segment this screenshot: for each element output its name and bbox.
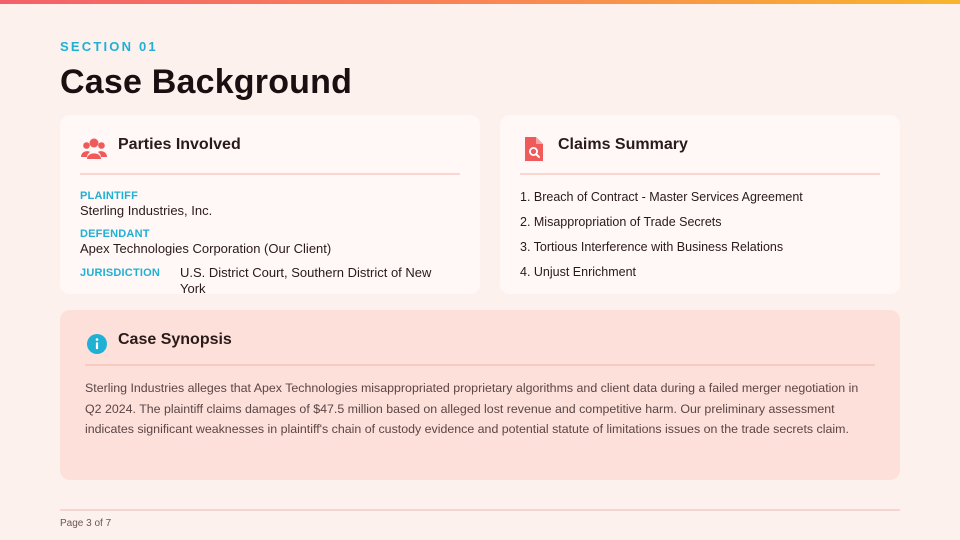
claim-item: 4. Unjust Enrichment: [520, 265, 637, 279]
claims-title: Claims Summary: [558, 136, 688, 153]
claim-item: 1. Breach of Contract - Master Services Agreement: [520, 190, 803, 204]
jurisdiction-row: [80, 265, 460, 297]
jurisdiction-label: JURISDICTION: [80, 267, 161, 279]
file-search-icon: [520, 135, 548, 163]
section-label: SECTION 01: [60, 39, 158, 54]
top-gradient-bar: [0, 0, 960, 4]
parties-list: [80, 189, 460, 297]
plaintiff-label: PLAINTIFF: [80, 190, 139, 202]
synopsis-text: Sterling Industries alleges that Apex Technologies misappropriated proprietary algorithms and client data during a failed merger negotiation in Q2 2024. The plaintiff claims damages of $47.5 million based on alleged lost revenue and competitive harm. Our preliminary assessment indicates significant weaknesses in plaintiff's chain of custody evidence and potential statute of limitations issues on the trade secrets claim.: [85, 381, 859, 436]
synopsis-card-header: [85, 326, 875, 366]
claims-list: [520, 189, 880, 289]
claim-item: 3. Tortious Interference with Business Relations: [520, 240, 784, 254]
page-number: Page 3 of 7: [60, 518, 112, 529]
parties-card-header: [80, 133, 460, 175]
synopsis-title: Case Synopsis: [118, 331, 232, 348]
info-icon: [85, 332, 113, 360]
parties-card: [60, 115, 480, 294]
defendant-value: Apex Technologies Corporation (Our Client): [80, 241, 332, 256]
parties-title: Parties Involved: [118, 136, 241, 153]
jurisdiction-value: U.S. District Court, Southern District of New York: [180, 265, 432, 296]
claims-card-header: [520, 133, 880, 175]
synopsis-card: [60, 310, 900, 480]
defendant-label: DEFENDANT: [80, 228, 150, 240]
footer-divider: [60, 509, 900, 511]
claims-card: [500, 115, 900, 294]
claim-item: 2. Misappropriation of Trade Secrets: [520, 215, 722, 229]
plaintiff-value: Sterling Industries, Inc.: [80, 203, 213, 218]
users-icon: [80, 135, 108, 163]
page-title: Case Background: [60, 63, 353, 101]
